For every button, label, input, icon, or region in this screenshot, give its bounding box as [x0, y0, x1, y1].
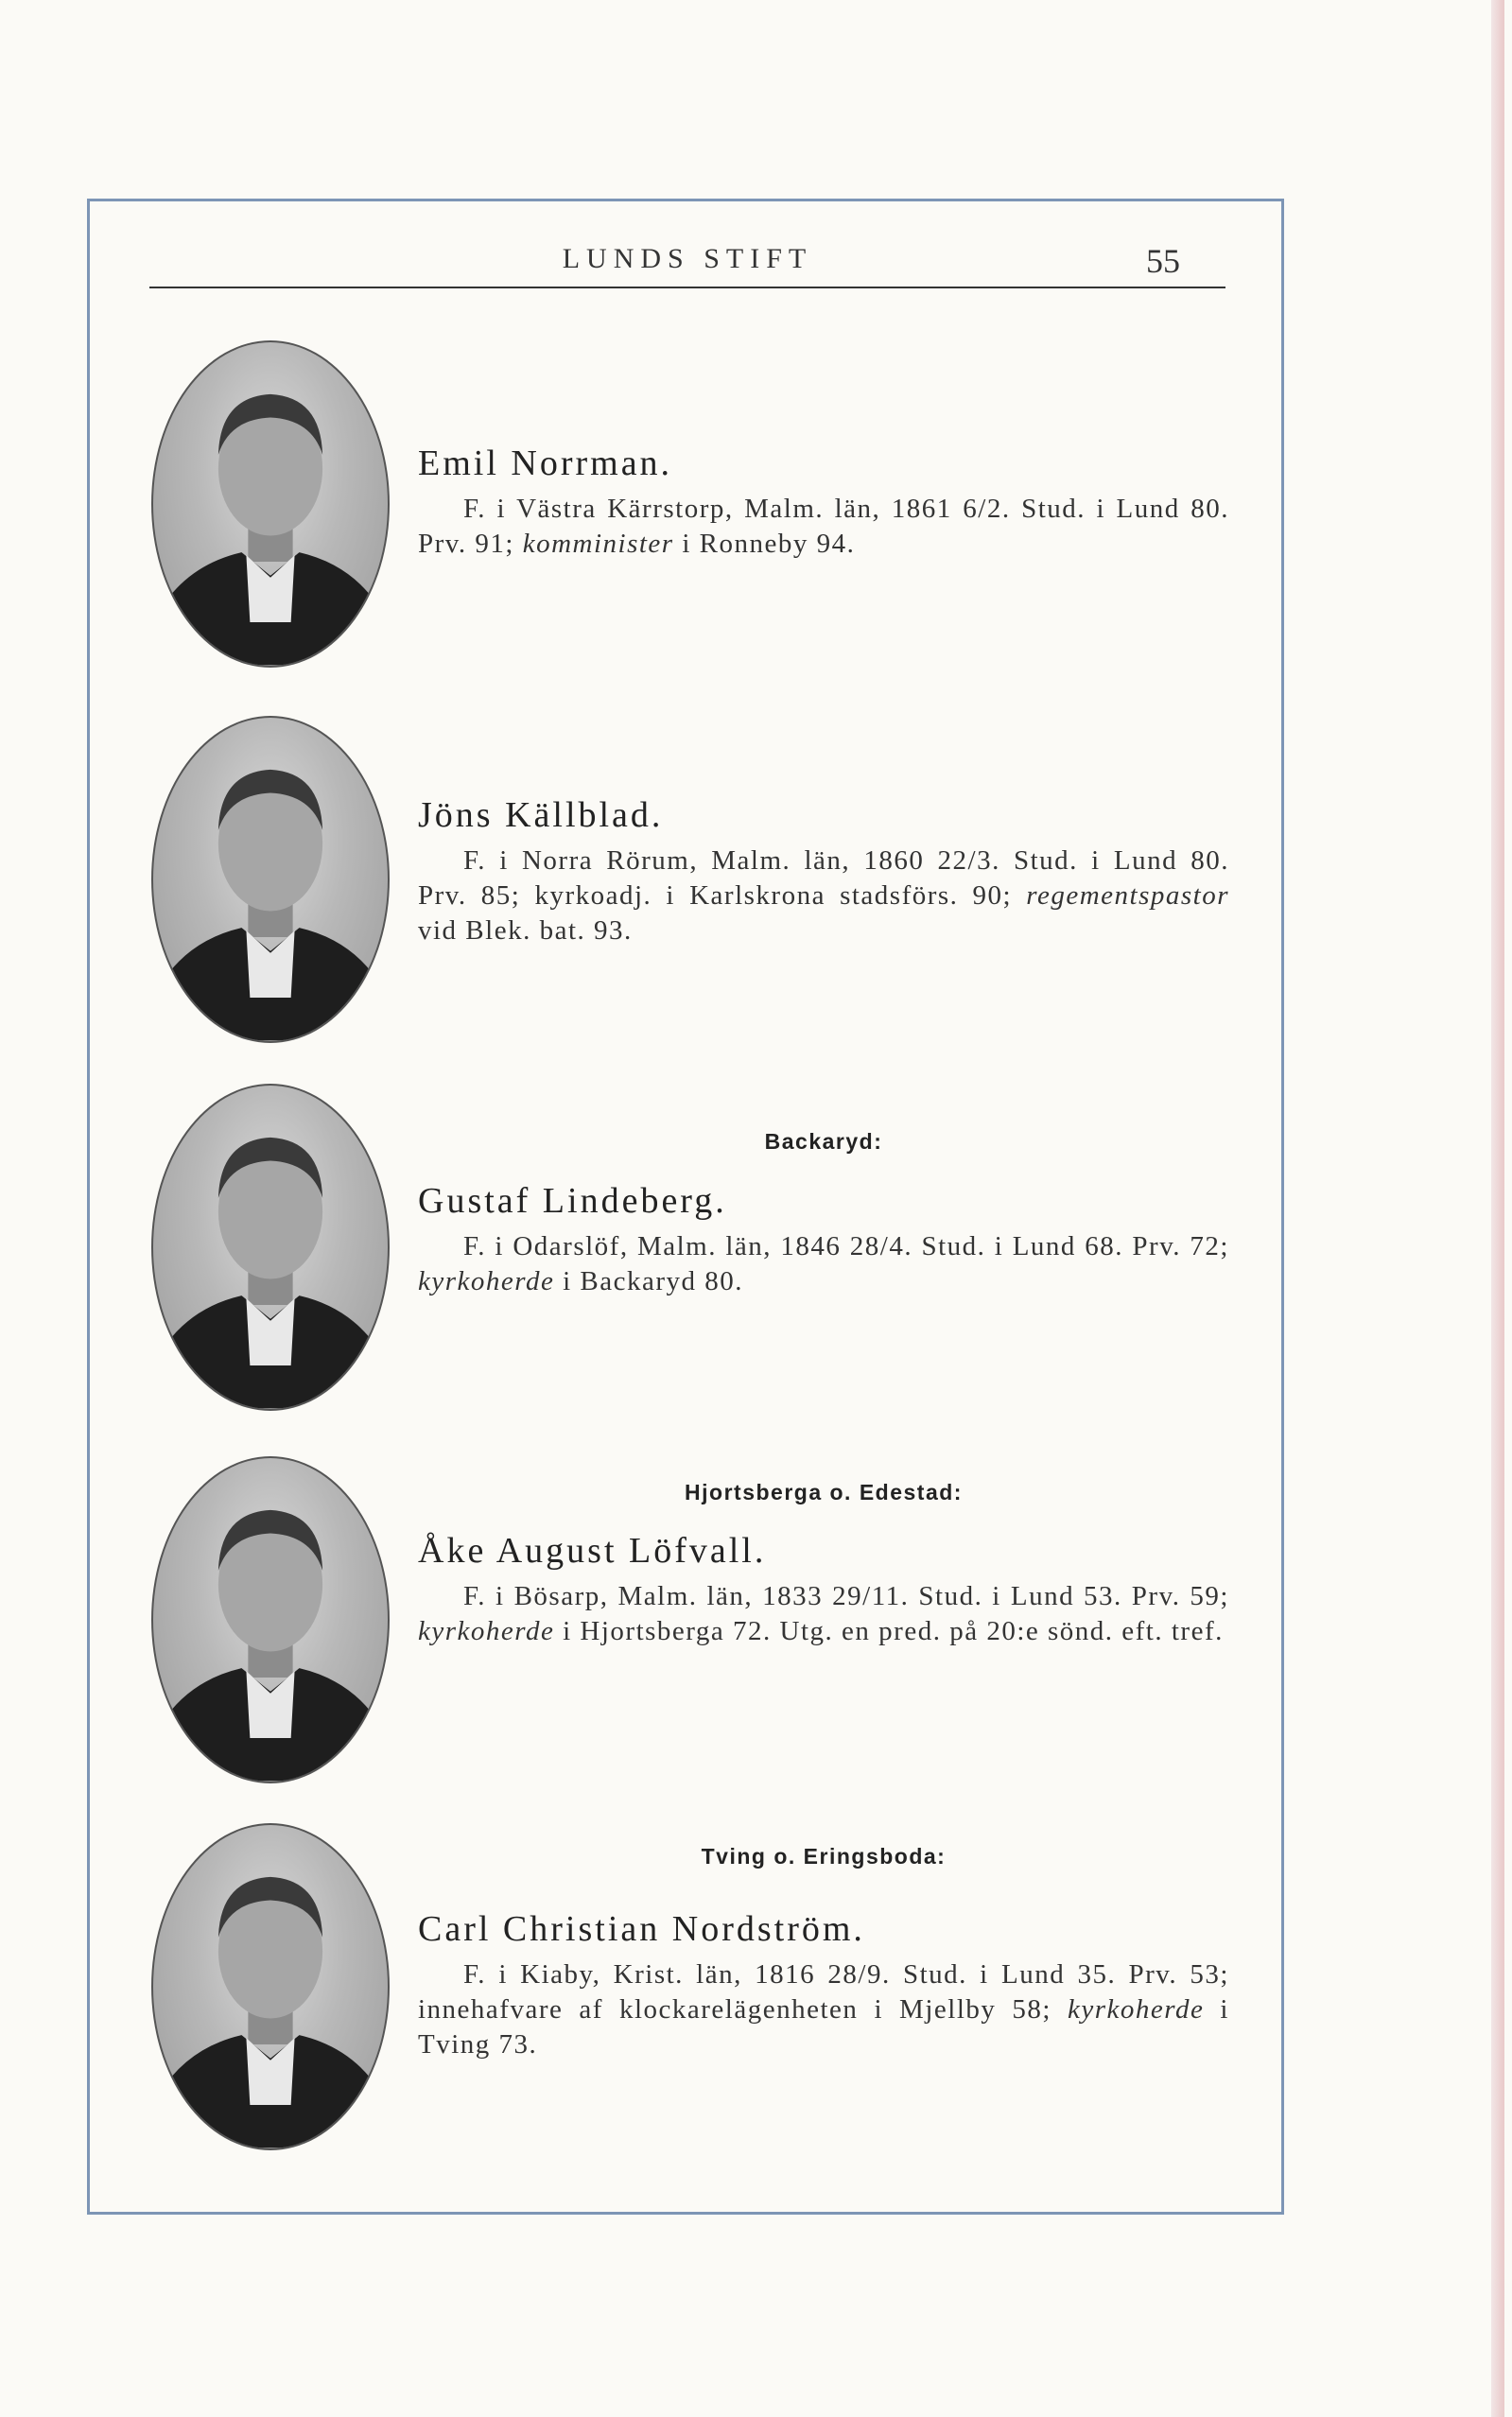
person-name: Carl Christian Nordström.	[418, 1909, 865, 1949]
portrait-silhouette	[153, 1458, 388, 1782]
portrait-photo	[151, 1823, 390, 2150]
bio-text: i Hjortsberga 72. Utg. en pred. på 20:e sönd. eft. tref.	[554, 1616, 1224, 1646]
portrait-silhouette	[153, 718, 388, 1041]
bio-text: i Tving 73.	[418, 1994, 1229, 2060]
bio-title-italic: komminister	[522, 529, 674, 559]
running-header	[149, 241, 1225, 288]
bio-text: F. i Norra Rörum, Malm. län, 1860 22/3. Stud. i Lund 80. Prv. 85; kyrkoadj. i Karlskrona stadsförs. 90;	[418, 845, 1229, 911]
parish-heading: Tving o. Eringsboda:	[701, 1844, 947, 1869]
portrait-photo	[151, 1084, 390, 1411]
bio-title-italic: regementspastor	[1026, 880, 1229, 911]
bio-text: F. i Kiaby, Krist. län, 1816 28/9. Stud. i Lund 35. Prv. 53; innehafvare af klockarelägenheten i Mjellby 58;	[418, 1959, 1229, 2025]
entry-text	[418, 1530, 1229, 1649]
person-bio	[418, 1229, 1229, 1299]
parish-heading: Hjortsberga o. Edestad:	[685, 1480, 963, 1504]
bio-text: vid Blek. bat. 93.	[418, 915, 633, 946]
person-name: Emil Norrman.	[418, 443, 673, 483]
bio-title-italic: kyrkoherde	[1068, 1994, 1205, 2025]
person-bio	[418, 843, 1229, 948]
portrait-photo	[151, 1456, 390, 1783]
entry-text	[418, 1180, 1229, 1299]
entry-text	[418, 443, 1229, 562]
parish-heading: Backaryd:	[764, 1129, 883, 1154]
header-title: LUNDS STIFT	[562, 243, 813, 274]
bio-title-italic: kyrkoherde	[418, 1266, 555, 1296]
bio-text: i Ronneby 94.	[673, 529, 856, 559]
portrait-silhouette	[153, 342, 388, 666]
person-bio	[418, 1579, 1229, 1649]
page-number: 55	[1146, 242, 1180, 280]
bio-text: F. i Odarslöf, Malm. län, 1846 28/4. Stud. i Lund 68. Prv. 72;	[463, 1231, 1229, 1261]
bio-title-italic: kyrkoherde	[418, 1616, 555, 1646]
bio-text: F. i Västra Kärrstorp, Malm. län, 1861 6/2. Stud. i Lund 80. Prv. 91;	[418, 494, 1229, 559]
bio-text: i Backaryd 80.	[554, 1266, 744, 1296]
person-name: Jöns Källblad.	[418, 795, 664, 835]
entry-text	[418, 1908, 1229, 2062]
portrait-photo	[151, 716, 390, 1043]
page-edge	[1491, 0, 1504, 2417]
person-name: Gustaf Lindeberg.	[418, 1181, 727, 1221]
portrait-photo	[151, 340, 390, 668]
person-bio	[418, 492, 1229, 562]
bio-text: F. i Bösarp, Malm. län, 1833 29/11. Stud. i Lund 53. Prv. 59;	[463, 1581, 1229, 1611]
portrait-silhouette	[153, 1086, 388, 1409]
entry-text	[418, 794, 1229, 948]
person-bio	[418, 1957, 1229, 2062]
portrait-silhouette	[153, 1825, 388, 2148]
person-name: Åke August Löfvall.	[418, 1531, 767, 1571]
